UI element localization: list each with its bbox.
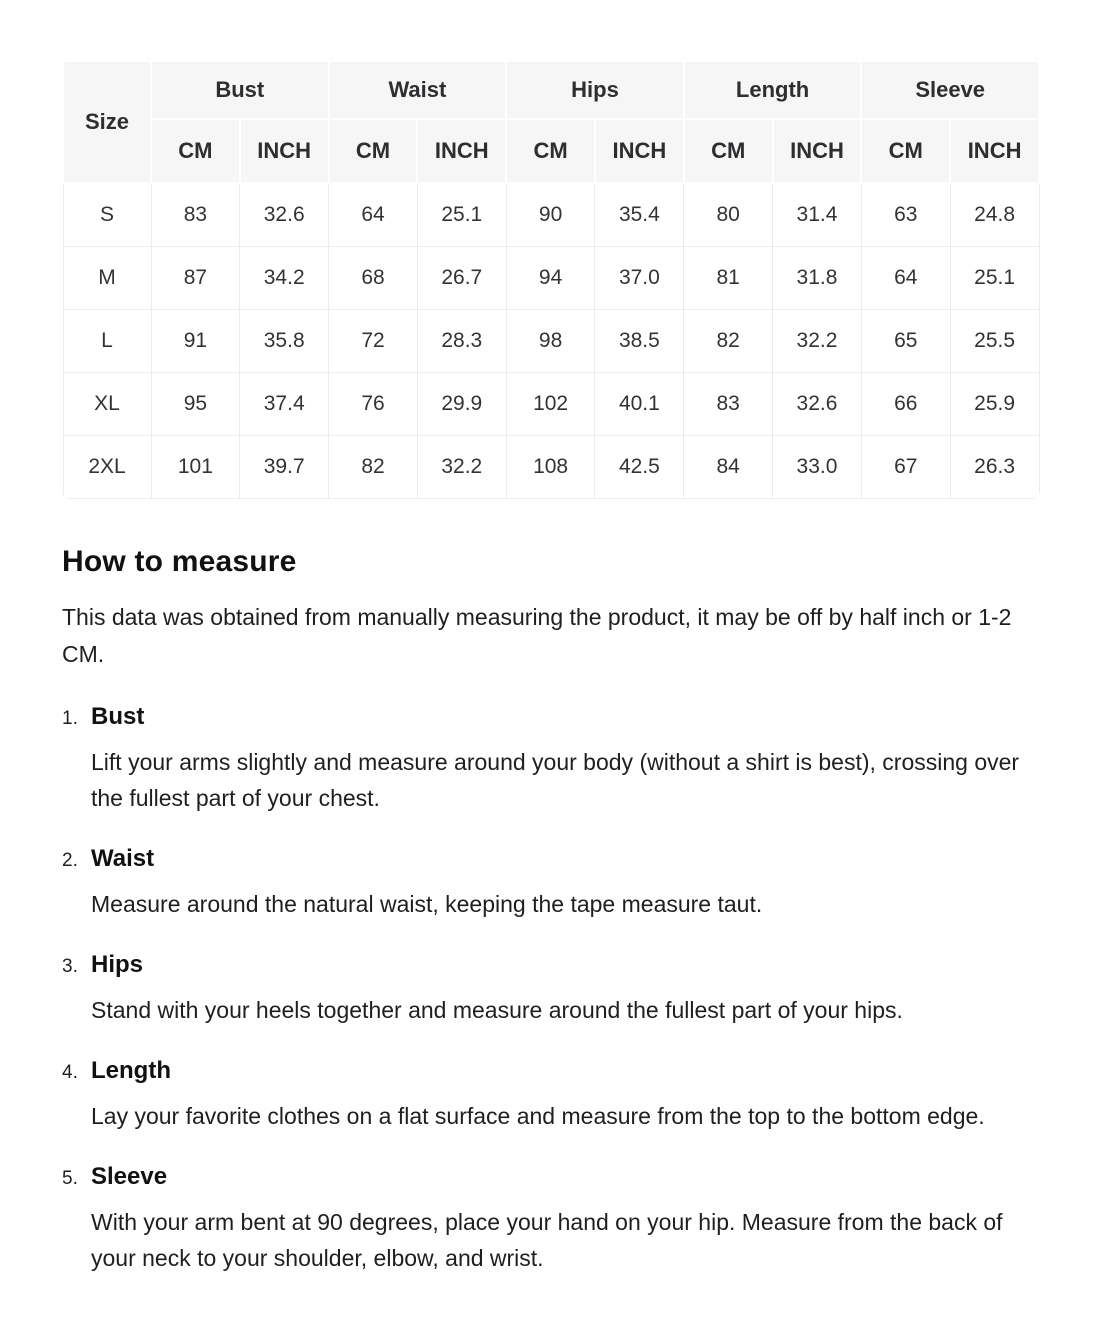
table-cell: 84 xyxy=(684,435,773,498)
table-cell: 83 xyxy=(684,372,773,435)
size-chart-table-wrap xyxy=(62,60,1040,499)
table-row-m xyxy=(63,246,1039,309)
step-term: Waist xyxy=(91,844,155,872)
size-cell: M xyxy=(63,246,151,309)
group-header-hips: Hips xyxy=(506,61,684,119)
table-cell: 82 xyxy=(684,309,773,372)
table-cell: 108 xyxy=(506,435,595,498)
size-chart-table xyxy=(62,60,1040,499)
table-cell: 40.1 xyxy=(595,372,684,435)
unit-header-cm: CM xyxy=(684,119,773,183)
table-cell: 82 xyxy=(329,435,418,498)
step-description: Stand with your heels together and measure around the fullest part of your hips. xyxy=(91,996,903,1023)
table-cell: 37.4 xyxy=(240,372,329,435)
size-cell: L xyxy=(63,309,151,372)
group-header-length: Length xyxy=(684,61,862,119)
table-cell: 68 xyxy=(329,246,418,309)
table-cell: 64 xyxy=(329,183,418,246)
step-description: Measure around the natural waist, keeping the tape measure taut. xyxy=(91,890,763,917)
table-cell: 35.4 xyxy=(595,183,684,246)
table-row-2xl xyxy=(63,435,1039,498)
step-term: Length xyxy=(91,1056,171,1084)
table-group-header-row xyxy=(63,61,1039,119)
unit-header-cm: CM xyxy=(151,119,240,183)
table-cell: 63 xyxy=(861,183,950,246)
table-cell: 101 xyxy=(151,435,240,498)
table-cell: 91 xyxy=(151,309,240,372)
table-cell: 33.0 xyxy=(773,435,862,498)
table-cell: 28.3 xyxy=(417,309,506,372)
step-term: Hips xyxy=(91,950,144,978)
table-cell: 94 xyxy=(506,246,595,309)
unit-header-cm: CM xyxy=(861,119,950,183)
table-cell: 95 xyxy=(151,372,240,435)
table-cell: 31.4 xyxy=(773,183,862,246)
table-cell: 98 xyxy=(506,309,595,372)
measure-step-length xyxy=(62,1057,1040,1134)
table-cell: 26.7 xyxy=(417,246,506,309)
table-cell: 32.2 xyxy=(773,309,862,372)
table-cell: 64 xyxy=(861,246,950,309)
step-description: With your arm bent at 90 degrees, place your hand on your hip. Measure from the back of your neck to your shoulder, elbow, and wrist. xyxy=(91,1208,1003,1271)
step-number: 4. xyxy=(62,1061,78,1083)
table-cell: 31.8 xyxy=(773,246,862,309)
unit-header-inch: INCH xyxy=(773,119,862,183)
step-term: Sleeve xyxy=(91,1162,168,1190)
table-cell: 90 xyxy=(506,183,595,246)
unit-header-inch: INCH xyxy=(240,119,329,183)
table-cell: 39.7 xyxy=(240,435,329,498)
measure-intro-text: This data was obtained from manually measuring the product, it may be off by half inch or 1-2 CM. xyxy=(62,603,1012,667)
size-cell: XL xyxy=(63,372,151,435)
unit-header-inch: INCH xyxy=(950,119,1039,183)
table-row-s xyxy=(63,183,1039,246)
measure-step-waist xyxy=(62,845,1040,922)
table-cell: 42.5 xyxy=(595,435,684,498)
table-cell: 83 xyxy=(151,183,240,246)
table-cell: 25.9 xyxy=(950,372,1039,435)
table-cell: 37.0 xyxy=(595,246,684,309)
step-description: Lift your arms slightly and measure around your body (without a shirt is best), crossing over the fullest part of your chest. xyxy=(91,748,1020,811)
table-cell: 24.8 xyxy=(950,183,1039,246)
table-cell: 25.5 xyxy=(950,309,1039,372)
table-cell: 81 xyxy=(684,246,773,309)
table-cell: 35.8 xyxy=(240,309,329,372)
table-cell: 34.2 xyxy=(240,246,329,309)
group-header-bust: Bust xyxy=(151,61,329,119)
size-cell: 2XL xyxy=(63,435,151,498)
size-cell: S xyxy=(63,183,151,246)
table-row-xl xyxy=(63,372,1039,435)
how-to-measure-title: How to measure xyxy=(62,544,297,578)
unit-header-inch: INCH xyxy=(417,119,506,183)
table-cell: 32.6 xyxy=(240,183,329,246)
step-number: 5. xyxy=(62,1167,78,1189)
table-unit-header-row xyxy=(63,119,1039,183)
measure-step-sleeve xyxy=(62,1163,1040,1276)
table-cell: 32.6 xyxy=(773,372,862,435)
step-number: 2. xyxy=(62,849,78,871)
measure-step-hips xyxy=(62,951,1040,1028)
step-term: Bust xyxy=(91,702,145,730)
table-row-l xyxy=(63,309,1039,372)
size-column-header: Size xyxy=(63,61,151,183)
table-cell: 65 xyxy=(861,309,950,372)
table-cell: 76 xyxy=(329,372,418,435)
table-cell: 67 xyxy=(861,435,950,498)
unit-header-cm: CM xyxy=(506,119,595,183)
unit-header-cm: CM xyxy=(329,119,418,183)
step-number: 1. xyxy=(62,707,78,729)
table-cell: 29.9 xyxy=(417,372,506,435)
table-cell: 87 xyxy=(151,246,240,309)
step-description: Lay your favorite clothes on a flat surface and measure from the top to the bottom edge. xyxy=(91,1102,985,1129)
table-cell: 38.5 xyxy=(595,309,684,372)
measure-steps-list xyxy=(62,703,1040,1276)
measure-step-bust xyxy=(62,703,1040,816)
group-header-waist: Waist xyxy=(329,61,507,119)
table-cell: 26.3 xyxy=(950,435,1039,498)
table-cell: 66 xyxy=(861,372,950,435)
table-cell: 80 xyxy=(684,183,773,246)
table-cell: 102 xyxy=(506,372,595,435)
table-cell: 32.2 xyxy=(417,435,506,498)
group-header-sleeve: Sleeve xyxy=(861,61,1039,119)
unit-header-inch: INCH xyxy=(595,119,684,183)
table-cell: 25.1 xyxy=(950,246,1039,309)
table-cell: 25.1 xyxy=(417,183,506,246)
table-cell: 72 xyxy=(329,309,418,372)
step-number: 3. xyxy=(62,955,78,977)
